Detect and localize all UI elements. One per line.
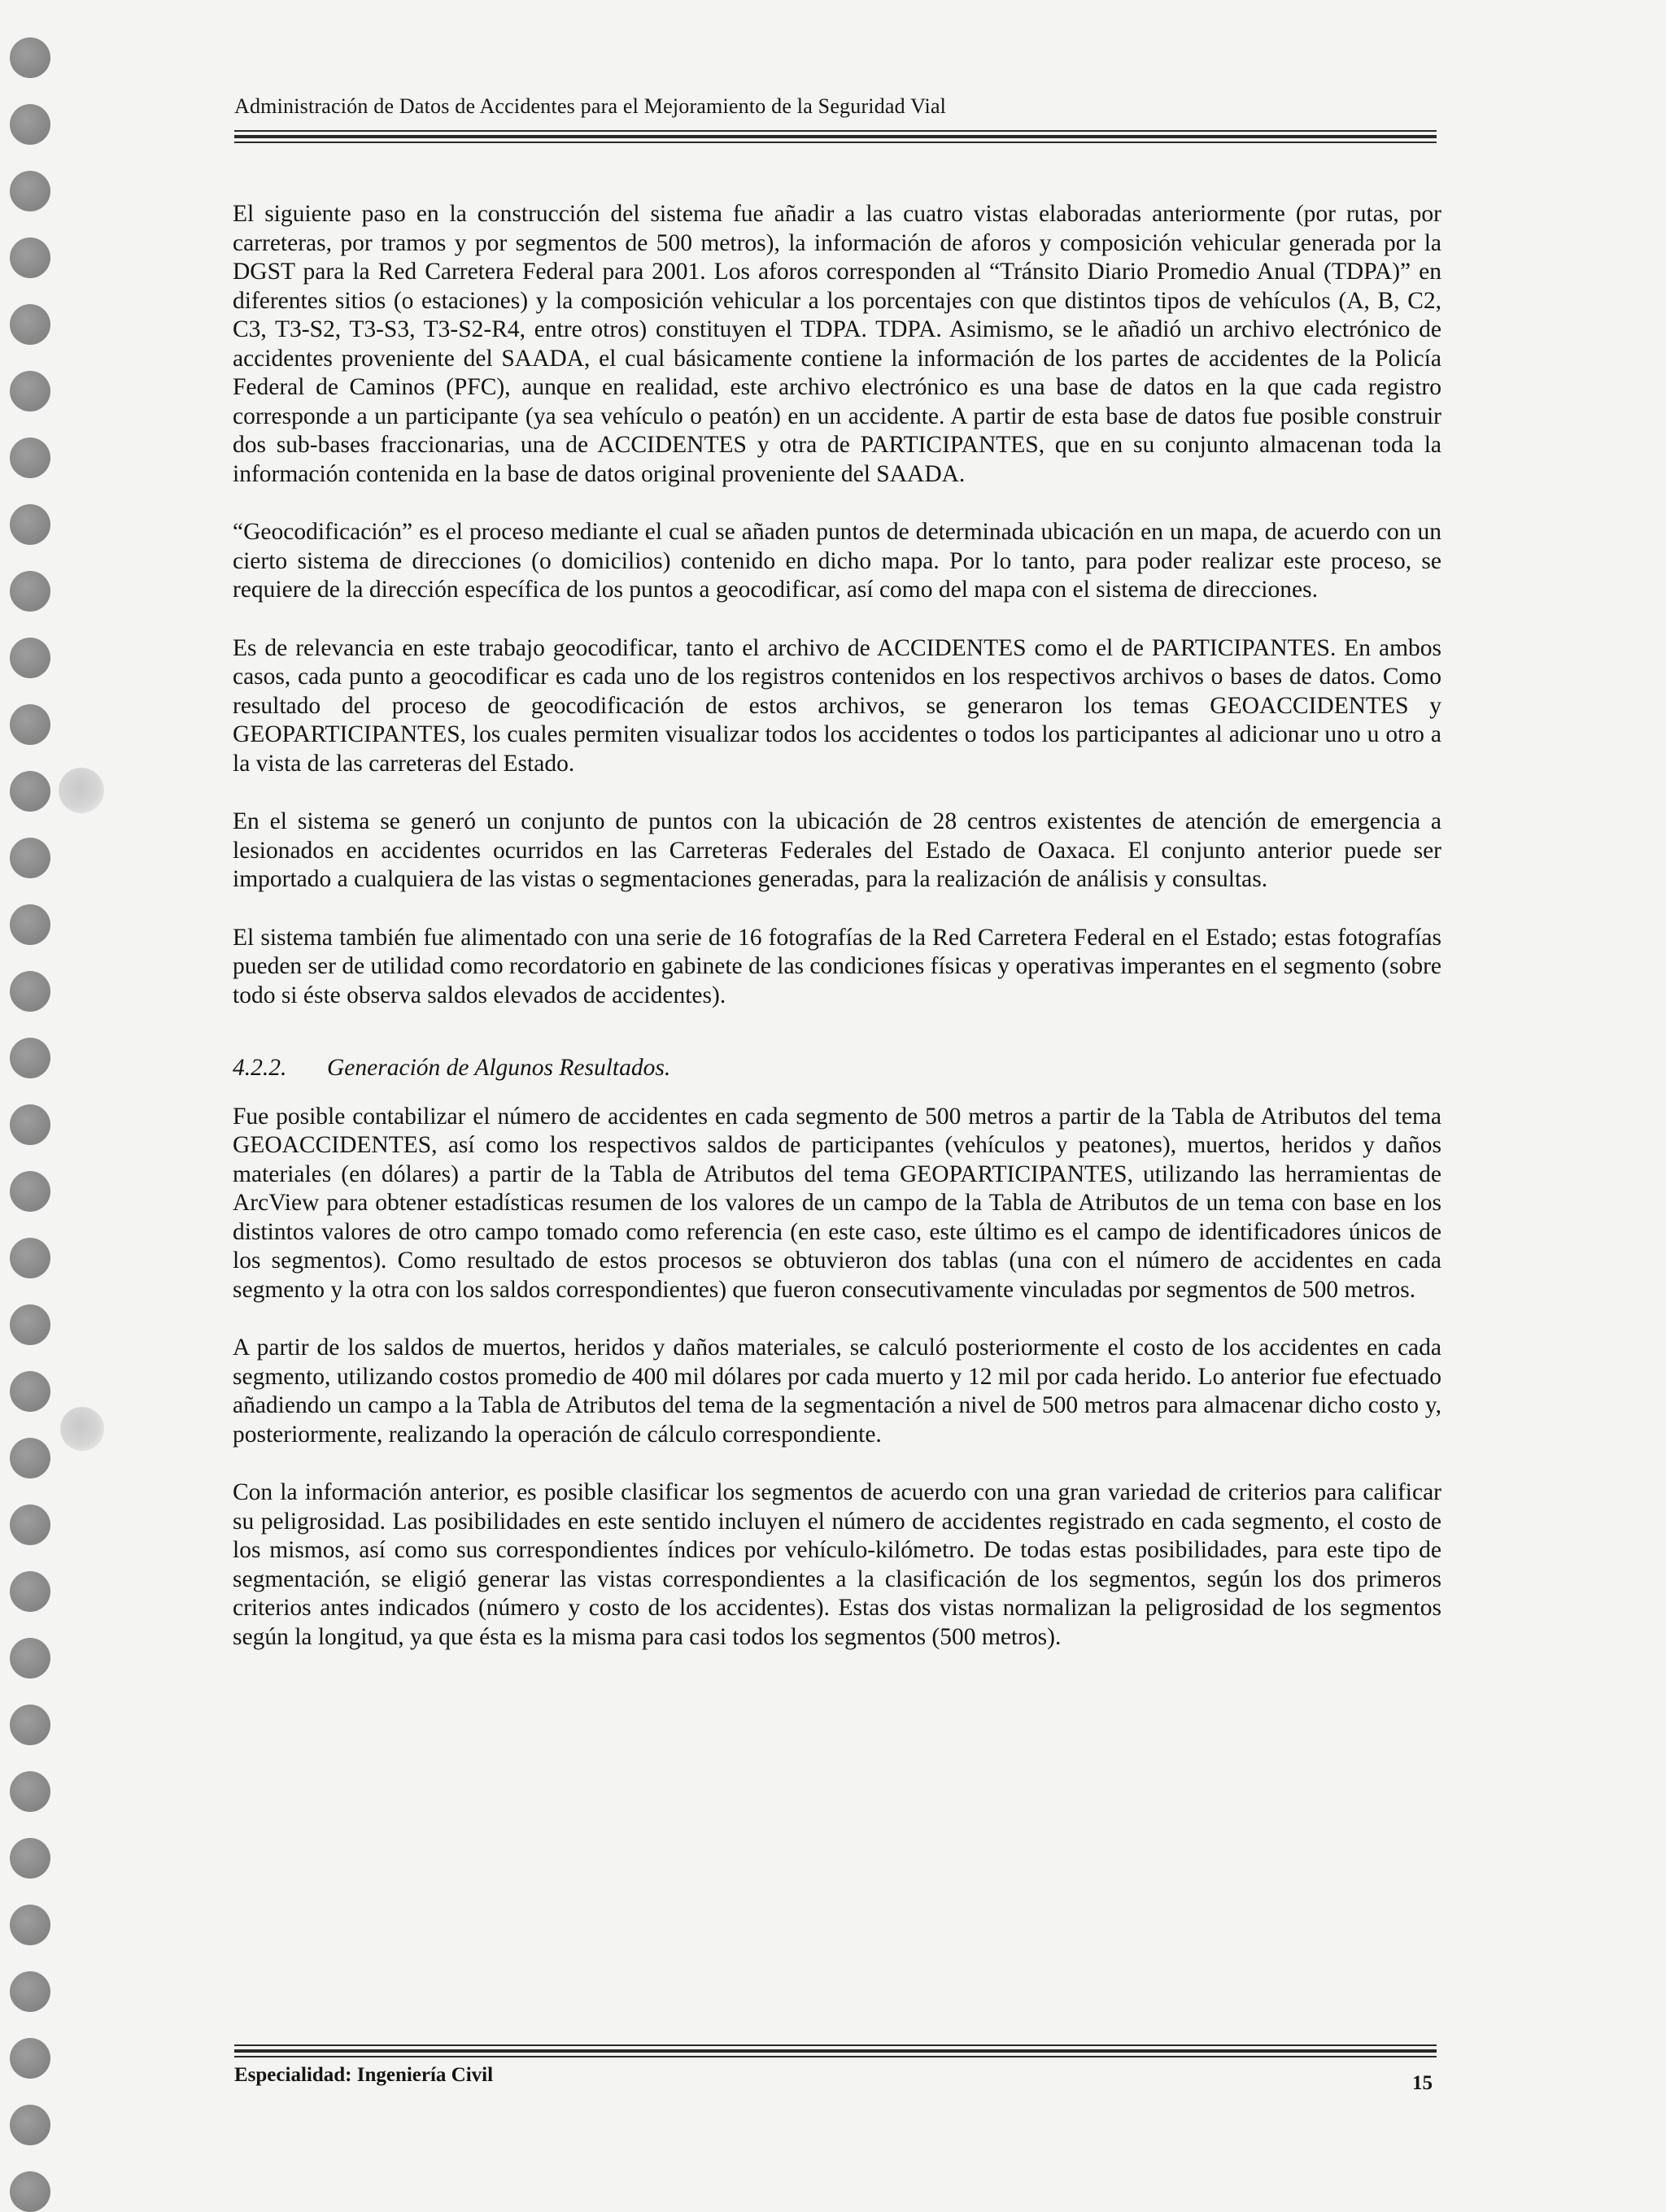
paragraph: Fue posible contabilizar el número de accidentes en cada segmento de 500 metros a partir de la Tabla de Atributos del tema GEOACCIDENTES, así como los respectivos saldos de participantes (vehículos y peatones), muertos, heridos y daños materiales (en dólares) a partir de la Tabla de Atributos del tema GEOPARTICIPANTES, utilizando las herramientas de ArcView para obtener estadísticas resumen de los valores de un campo de la Tabla de Atributos de un tema con base en los distintos valores de otro campo tomado como referencia (en este caso, este último es el campo de identificadores únicos de los segmentos). Como resultado de estos procesos se obtuvieron dos tablas (una con el número de accidentes en cada segmento y la otra con los saldos correspondientes) que fueron consecutivamente vinculadas por segmentos de 500 metros. xyxy=(233,1103,1441,1303)
section-heading xyxy=(233,1054,1441,1083)
punch-hole xyxy=(10,904,50,945)
punch-hole xyxy=(10,1638,50,1679)
header-rule-thin xyxy=(234,142,1437,143)
footer-rule-thin xyxy=(234,2044,1437,2046)
punch-hole xyxy=(10,504,50,545)
punch-hole xyxy=(10,104,50,145)
punch-hole xyxy=(10,371,50,411)
footer-rule-thick xyxy=(234,2049,1437,2053)
binder-holes xyxy=(0,0,73,2206)
punch-hole xyxy=(10,838,50,878)
punch-hole xyxy=(10,704,50,745)
punch-hole xyxy=(10,1371,50,1412)
running-header: Administración de Datos de Accidentes para el Mejoramiento de la Seguridad Vial xyxy=(234,94,947,118)
punch-hole xyxy=(10,304,50,345)
punch-hole xyxy=(10,438,50,478)
paragraph: En el sistema se generó un conjunto de puntos con la ubicación de 28 centros existentes de atención de emergencia a lesionados en accidentes ocurridos en las Carreteras Federales del Estado de Oaxaca. El conjunto anterior puede ser importado a cualquiera de las vistas o segmentaciones generadas, para la realización de análisis y consultas. xyxy=(233,808,1441,892)
paragraph: Con la información anterior, es posible clasificar los segmentos de acuerdo con una gran variedad de criterios para calificar su peligrosidad. Las posibilidades en este sentido incluyen el número de accidentes registrado en cada segmento, el costo de los mismos, así como sus correspondientes índices por vehículo-kilómetro. De todas estas posibilidades, para este tipo de segmentación, se eligió generar las vistas correspondientes a la clasificación de los segmentos, según los dos primeros criterios antes indicados (número y costo de los accidentes). Estas dos vistas normalizan la peligrosidad de los segmentos según la longitud, ya que ésta es la misma para casi todos los segmentos (500 metros). xyxy=(233,1479,1441,1650)
punch-hole xyxy=(10,1771,50,1812)
paragraph: El siguiente paso en la construcción del sistema fue añadir a las cuatro vistas elaboradas anteriormente (por rutas, por carreteras, por tramos y por segmentos de 500 metros), la información de aforos y composición vehicular generada por la DGST para la Red Carretera Federal para 2001. Los aforos corresponden al “Tránsito Diario Promedio Anual (TDPA)” en diferentes sitios (o estaciones) y la composición vehicular a los porcentajes con que distintos tipos de vehículos (A, B, C2, C3, T3-S2, T3-S3, T3-S2-R4, entre otros) constituyen el TDPA. TDPA. Asimismo, se le añadió un archivo electrónico de accidentes proveniente del SAADA, el cual básicamente contiene la información de los partes de accidentes de la Policía Federal de Caminos (PFC), aunque en realidad, este archivo electrónico es una base de datos en la que cada registro corresponde a un participante (ya sea vehículo o peatón) en un accidente. A partir de esta base de datos fue posible construir dos sub-bases fraccionarias, una de ACCIDENTES y otra de PARTICIPANTES, que en su conjunto almacenan toda la información contenida en la base de datos original proveniente del SAADA. xyxy=(233,201,1441,487)
paragraph: El sistema también fue alimentado con una serie de 16 fotografías de la Red Carretera Federal en el Estado; estas fotografías pueden ser de utilidad como recordatorio en gabinete de las condiciones físicas y operativas imperantes en el segmento (sobre todo si éste observa saldos elevados de accidentes). xyxy=(233,924,1441,1008)
punch-hole xyxy=(10,771,50,812)
paragraph: “Geocodificación” es el proceso mediante el cual se añaden puntos de determinada ubicación en un mapa, de acuerdo con un cierto sistema de direcciones (o domicilios) contenido en dicho mapa. Por lo tanto, para poder realizar este proceso, se requiere de la dirección específica de los puntos a geocodificar, así como del mapa con el sistema de direcciones. xyxy=(233,519,1441,603)
punch-hole xyxy=(10,171,50,211)
header-rule-thin xyxy=(234,130,1437,132)
punch-hole xyxy=(10,1304,50,1345)
punch-hole xyxy=(10,1104,50,1145)
punch-hole xyxy=(10,1905,50,1945)
punch-hole xyxy=(10,1571,50,1612)
punch-hole xyxy=(10,2105,50,2145)
page-number: 15 xyxy=(1412,2072,1433,2094)
punch-hole xyxy=(10,638,50,678)
punch-hole xyxy=(10,37,50,78)
paragraph: Es de relevancia en este trabajo geocodificar, tanto el archivo de ACCIDENTES como el de PARTICIPANTES. En ambos casos, cada punto a geocodificar es cada uno de los registros contenidos en los respectivos archivos o bases de datos. Como resultado del proceso de geocodificación de estos archivos, se generaron los temas GEOACCIDENTES y GEOPARTICIPANTES, los cuales permiten visualizar todos los accidentes o todos los participantes al adicionar uno u otro a la vista de las carreteras del Estado. xyxy=(233,634,1441,777)
footer-rule-thin xyxy=(234,2056,1437,2057)
section-number: 4.2.2. xyxy=(233,1055,287,1081)
page-body xyxy=(233,200,1441,1681)
punch-hole xyxy=(10,1438,50,1478)
punch-hole xyxy=(10,1705,50,1745)
punch-hole xyxy=(10,2038,50,2079)
scan-smudge xyxy=(59,768,104,813)
section-title: Generación de Algunos Resultados. xyxy=(327,1055,671,1081)
punch-hole xyxy=(10,237,50,278)
punch-hole xyxy=(10,1171,50,1212)
punch-hole xyxy=(10,971,50,1012)
punch-hole xyxy=(10,1971,50,2012)
punch-hole xyxy=(10,571,50,612)
scan-smudge xyxy=(60,1407,104,1451)
punch-hole xyxy=(10,1504,50,1545)
header-rule-thick xyxy=(234,135,1437,138)
paragraph: A partir de los saldos de muertos, heridos y daños materiales, se calculó posteriormente el costo de los accidentes en cada segmento, utilizando costos promedio de 400 mil dólares por cada muerto y 12 mil por cada herido. Lo anterior fue efectuado añadiendo un campo a la Tabla de Atributos del tema de la segmentación a nivel de 500 metros para almacenar dicho costo y, posteriormente, realizando la operación de cálculo correspondiente. xyxy=(233,1335,1441,1448)
punch-hole xyxy=(10,1838,50,1879)
punch-hole xyxy=(10,1038,50,1078)
punch-hole xyxy=(10,1238,50,1278)
footer-specialty: Especialidad: Ingeniería Civil xyxy=(234,2064,494,2086)
